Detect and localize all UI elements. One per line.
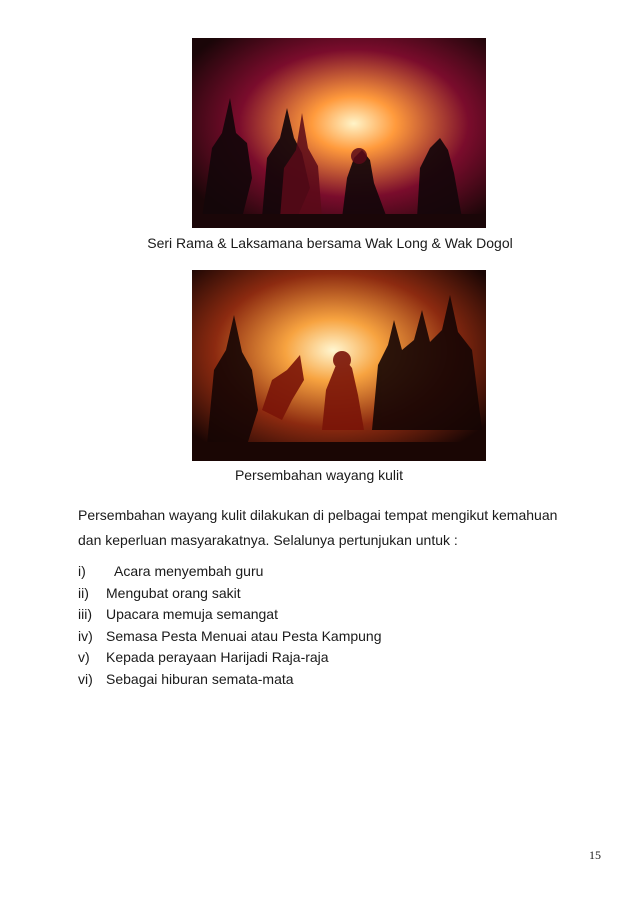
list-item-number: iii)	[78, 606, 92, 622]
figure-caption-2: Persembahan wayang kulit	[234, 467, 404, 483]
shadow-puppet-image-1	[192, 38, 486, 228]
list-item-text: Mengubat orang sakit	[106, 584, 241, 601]
shadow-puppet-image-2	[192, 270, 486, 461]
paragraph-line-1: Persembahan wayang kulit dilakukan di pelbagai tempat mengikut kemahuan	[78, 507, 558, 523]
photo-seri-rama-wak-long	[192, 38, 486, 228]
list-item-number: vi)	[78, 670, 93, 687]
paragraph-line-2: dan keperluan masyarakatnya. Selalunya pertunjukan untuk :	[78, 532, 458, 548]
list-item	[78, 561, 578, 583]
list-item-number: v)	[78, 649, 90, 665]
purpose-list	[78, 561, 578, 690]
list-item-text: Acara menyembah guru	[114, 563, 264, 579]
page-number: 15	[589, 848, 601, 862]
figure-caption-1: Seri Rama & Laksamana bersama Wak Long & Wak Dogol	[147, 235, 513, 251]
photo-wayang-kulit	[192, 270, 486, 461]
body-paragraph	[78, 503, 598, 553]
list-item-number: i)	[78, 563, 86, 579]
list-item	[78, 626, 578, 648]
list-item	[78, 647, 578, 669]
list-item-number: ii)	[78, 584, 89, 601]
list-item	[78, 583, 578, 605]
list-item-number: iv)	[78, 627, 93, 644]
list-item	[78, 669, 578, 691]
list-item	[78, 604, 578, 626]
list-item-text: Sebagai hiburan semata-mata	[106, 670, 294, 687]
list-item-text: Upacara memuja semangat	[106, 606, 278, 622]
list-item-text: Kepada perayaan Harijadi Raja-raja	[106, 649, 329, 665]
list-item-text: Semasa Pesta Menuai atau Pesta Kampung	[106, 627, 382, 644]
